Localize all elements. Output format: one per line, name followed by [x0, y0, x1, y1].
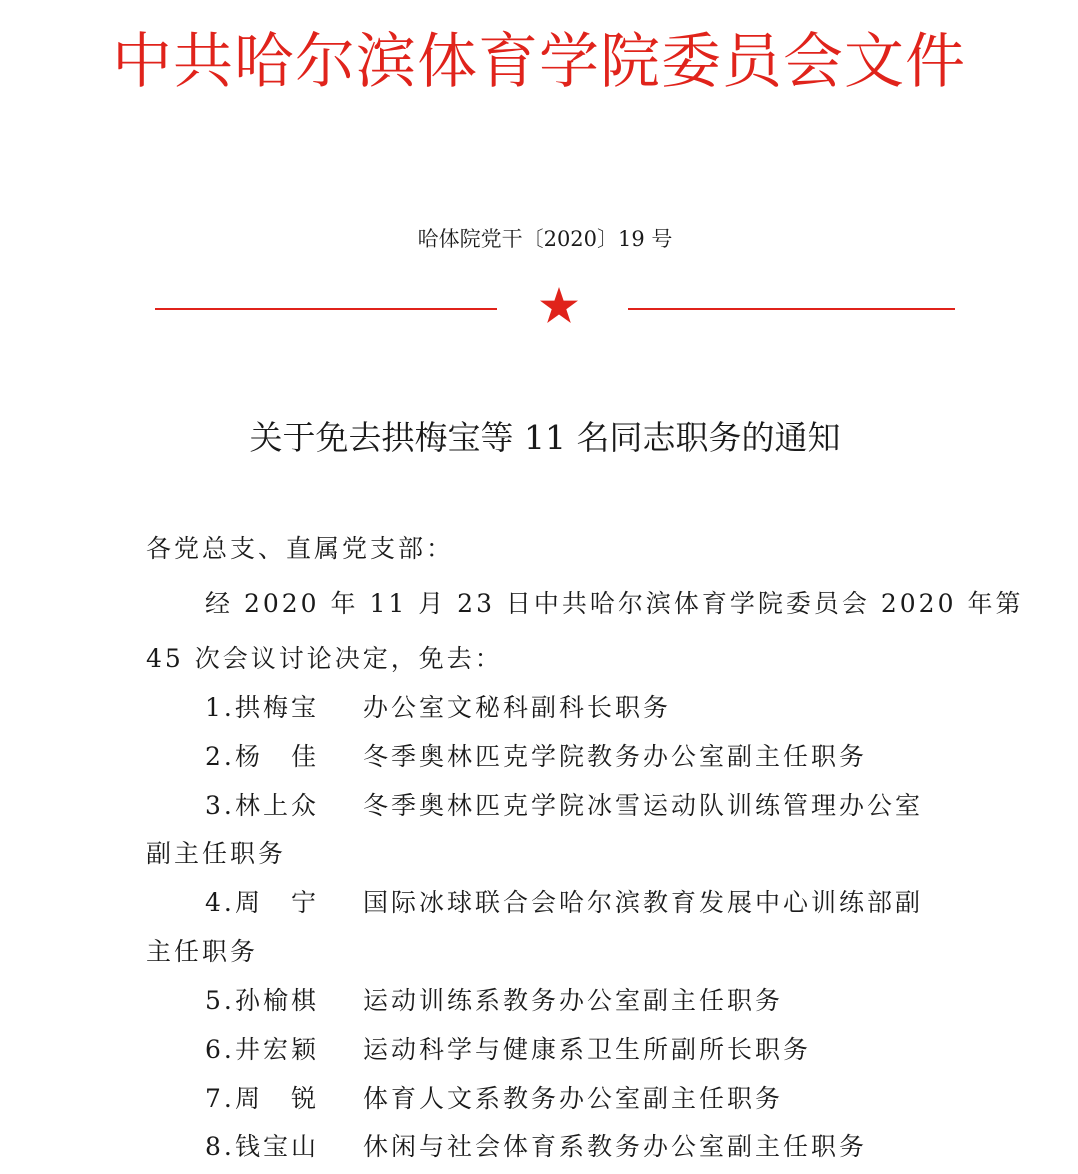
paragraph-line-2: 45 次会议讨论决定，免去：: [146, 644, 503, 673]
item-duty: 运动训练系教务办公室副主任职务: [363, 986, 784, 1015]
item-number: 2.: [205, 742, 235, 771]
item-name: 拱梅宝: [235, 693, 320, 722]
item-name: 井宏颖: [235, 1035, 320, 1064]
item-duty: 冬季奥林匹克学院教务办公室副主任职务: [363, 742, 868, 771]
item-duty: 运动科学与健康系卫生所副所长职务: [363, 1035, 812, 1064]
item-duty-continuation: 副主任职务: [146, 839, 287, 868]
item-name: 杨 佳: [235, 742, 320, 771]
item-name: 孙榆棋: [235, 986, 320, 1015]
item-duty: 国际冰球联合会哈尔滨教育发展中心训练部副: [363, 888, 924, 917]
item-name: 林上众: [235, 791, 320, 820]
list-item: [205, 1082, 783, 1116]
item-duty: 冬季奥林匹克学院冰雪运动队训练管理办公室: [363, 791, 924, 820]
list-item: [205, 984, 783, 1018]
masthead-title: 中共哈尔滨体育学院委员会文件: [112, 27, 966, 97]
item-duty-continuation: 主任职务: [146, 937, 259, 966]
list-item: [205, 1033, 811, 1067]
item-number: 6.: [205, 1035, 235, 1064]
item-name: 钱宝山: [235, 1132, 320, 1161]
star-icon: [539, 286, 579, 326]
item-number: 4.: [205, 888, 235, 917]
list-item: [205, 1130, 867, 1164]
item-duty: 体育人文系教务办公室副主任职务: [363, 1084, 784, 1113]
item-number: 3.: [205, 791, 235, 820]
list-item: [205, 691, 671, 725]
item-name: 周 宁: [235, 888, 320, 917]
item-name: 周 锐: [235, 1084, 320, 1113]
paragraph-line-1: 经 2020 年 11 月 23 日中共哈尔滨体育学院委员会 2020 年第: [205, 589, 1024, 618]
list-item: [205, 789, 923, 823]
red-rule-left: [155, 308, 497, 310]
item-number: 1.: [205, 693, 235, 722]
red-rule-right: [628, 308, 955, 310]
item-duty: 休闲与社会体育系教务办公室副主任职务: [363, 1132, 868, 1161]
item-duty: 办公室文秘科副科长职务: [363, 693, 672, 722]
item-number: 8.: [205, 1132, 235, 1161]
document-number: 哈体院党干〔2020〕19 号: [417, 227, 673, 251]
item-number: 7.: [205, 1084, 235, 1113]
salutation: 各党总支、直属党支部：: [146, 534, 455, 563]
list-item: [205, 740, 867, 774]
item-number: 5.: [205, 986, 235, 1015]
list-item: [205, 886, 923, 920]
document-title: 关于免去拱梅宝等 11 名同志职务的通知: [249, 418, 841, 457]
